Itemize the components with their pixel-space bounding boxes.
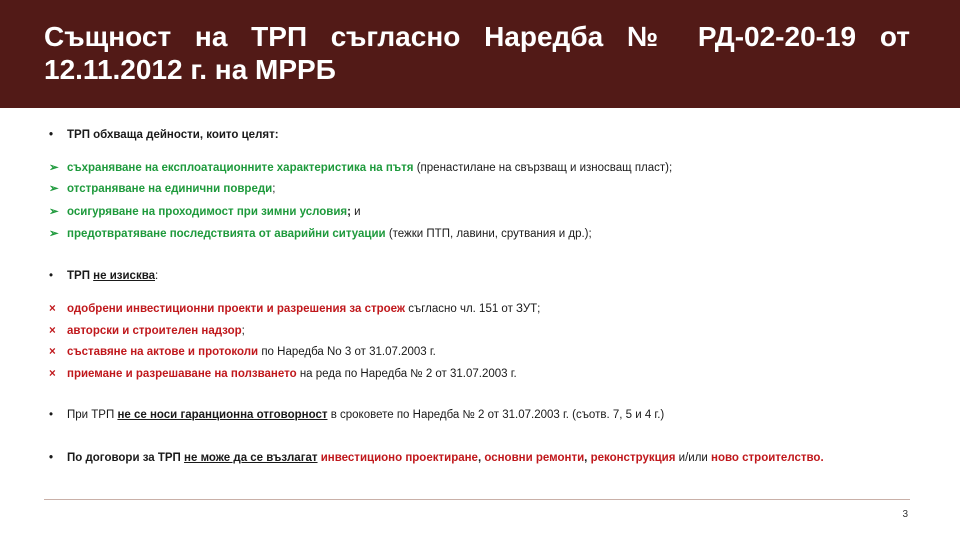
section1-heading: ТРП обхваща дейности, които целят: [67, 129, 279, 141]
page-title: Същност на ТРП съгласно Наредба № РД-02-20-19 от 12.11.2012 г. на МРРБ [44, 21, 910, 85]
arrow-bullet-icon: ➢ [49, 162, 59, 174]
cross-bullet-icon: × [49, 368, 56, 380]
cross-bullet-icon: × [49, 346, 56, 358]
list-item: ➢ съхраняване на експлоатационните характеристика на пътя (пренастилане на свързващ и износващ пласт); [49, 162, 673, 174]
arrow-bullet-icon: ➢ [49, 183, 59, 195]
list-item: ➢ предотвратяване последствията от аварийни ситуации (тежки ПТП, лавини, срутвания и др.); [49, 228, 592, 240]
cross-bullet-icon: × [49, 325, 56, 337]
bullet-icon: • [49, 129, 54, 141]
list-item: × одобрени инвестиционни проекти и разрешения за строеж съгласно чл. 151 от ЗУТ; [49, 303, 541, 315]
warranty-note: • При ТРП не се носи гаранционна отговорност в сроковете по Наредба № 2 от 31.07.2003 г. (съотв. 7, 5 и 4 г.) [49, 409, 665, 421]
list-item: × авторски и строителен надзор; [49, 325, 245, 337]
list-item: ➢ осигуряване на проходимост при зимни условия; и [49, 206, 361, 218]
arrow-bullet-icon: ➢ [49, 228, 59, 240]
page-number: 3 [902, 509, 908, 520]
footer-divider [44, 499, 910, 500]
cross-bullet-icon: × [49, 303, 56, 315]
contract-note: • По договори за ТРП не може да се възлагат инвестиционо проектиране, основни ремонти, реконструкция и/или ново строителство. [49, 452, 824, 464]
list-item: × приемане и разрешаване на ползването на реда по Наредба № 2 от 31.07.2003 г. [49, 368, 517, 380]
section1-heading-line [49, 128, 911, 143]
bullet-icon: • [49, 452, 54, 464]
bullet-icon: • [49, 270, 54, 282]
list-item: ➢ отстраняване на единични повреди; [49, 183, 276, 195]
section2-heading-line: • ТРП не изисква: [49, 270, 159, 282]
list-item: × съставяне на актове и протоколи по Наредба No 3 от 31.07.2003 г. [49, 346, 436, 358]
bullet-icon: • [49, 409, 54, 421]
arrow-bullet-icon: ➢ [49, 206, 59, 218]
